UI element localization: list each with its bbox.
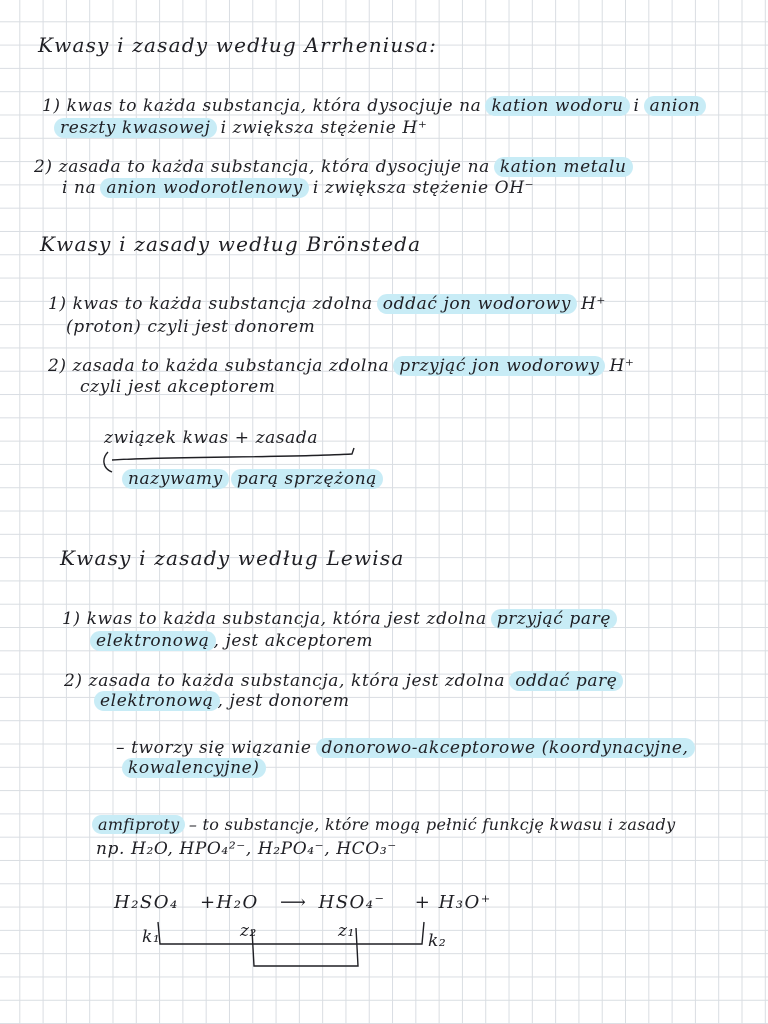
text: np. H₂O, HPO₄²⁻, H₂PO₄⁻, HCO₃⁻ [96,839,397,859]
highlight-cation-hydrogen: kation wodoru [485,96,629,116]
bond-line-1 [116,737,693,759]
conjugate-pair-line-2 [124,468,381,490]
bronsted-acid-line-2 [66,316,315,338]
highlight-accept-hydrogen-ion: przyjąć jon wodorowy [393,356,605,376]
text: 1) kwas to każda substancja, która jest zdolna [62,609,487,629]
lewis-base-line-1 [64,670,621,692]
text: – tworzy się wiązanie [116,738,312,758]
text: H⁺ [580,294,606,314]
arrhenius-acid-line-1 [42,95,704,117]
conjugate-pair-line-1 [104,427,318,449]
text: 1) kwas to każda substancja zdolna [48,294,373,314]
formula-h3o: H₃O⁺ [438,892,492,913]
highlight-covalent: kowalencyjne) [122,758,266,778]
arrhenius-title: Kwasy i zasady według Arrheniusa: [38,33,438,57]
text: i [633,96,640,116]
text: – to substancje, które mogą pełnić funkcję kwasu i zasady [188,815,676,834]
text: związek kwas + zasada [104,428,319,448]
arrhenius-base-line-2 [62,177,534,199]
bronsted-base-line-2 [80,376,276,398]
text: (proton) czyli jest donorem [66,317,316,337]
formula-h2o: H₂O [216,892,259,913]
highlight-accept-pair: przyjąć parę [491,609,617,629]
lewis-base-line-2 [96,690,350,712]
text: , jest akceptorem [213,631,374,651]
bond-line-2 [124,757,264,779]
plus-sign: + [414,892,432,913]
highlight-conjugate-pair: parą sprzężoną [231,469,383,489]
label-z1: z₁ [338,921,355,941]
highlight-electron: elektronową [94,691,220,711]
text: 2) zasada to każda substancja, która dysocjuje na [34,157,490,177]
highlight-anion: anion [644,96,707,116]
highlight-donor-acceptor: donorowo-akceptorowe (koordynacyjne, [316,738,695,758]
text: H⁺ [609,356,635,376]
arrhenius-base-line-1 [34,156,631,178]
text: 1) kwas to każda substancja, która dysocjuje na [42,96,482,116]
highlight-acid-residue: reszty kwasowej [54,118,217,138]
bronsted-base-line-1 [48,355,634,377]
bronsted-acid-line-1 [48,293,606,315]
label-k2: k₂ [428,931,447,951]
highlight-amphiprotic: amfiproty [92,815,185,834]
amphiprotic-examples [96,838,397,860]
formula-hso4: HSO₄⁻ [318,892,386,913]
reaction-equation [114,892,492,914]
plus-sign: + [199,892,217,913]
formula-h2so4: H₂SO₄ [114,892,179,913]
text: i na [62,178,97,198]
highlight-metal-cation: kation metalu [494,157,633,177]
text: , jest donorem [217,691,350,711]
reaction-arrow: ⟶ [279,892,308,913]
highlight-hydroxide-anion: anion wodorotlenowy [100,178,308,198]
highlight-we-call: nazywamy [122,469,229,489]
highlight-donate-hydrogen-ion: oddać jon wodorowy [377,294,577,314]
lewis-acid-line-2 [92,630,373,652]
arrhenius-acid-line-2 [56,117,427,139]
text: i zwiększa stężenie H⁺ [220,118,428,138]
highlight-donate-pair: oddać parę [509,671,623,691]
conjugate-brackets [140,918,440,974]
amphiprotic-line-1 [94,814,675,836]
bronsted-title: Kwasy i zasady według Brönsteda [40,232,422,256]
text: i zwiększa stężenie OH⁻ [312,178,535,198]
label-z2: z₂ [240,921,257,941]
text: czyli jest akceptorem [80,377,276,397]
text: 2) zasada to każda substancja zdolna [48,356,390,376]
text: 2) zasada to każda substancja, która jest zdolna [64,671,506,691]
lewis-title: Kwasy i zasady według Lewisa [60,546,405,570]
label-k1: k₁ [142,927,161,947]
highlight-electron: elektronową [90,631,216,651]
lewis-acid-line-1 [62,608,615,630]
